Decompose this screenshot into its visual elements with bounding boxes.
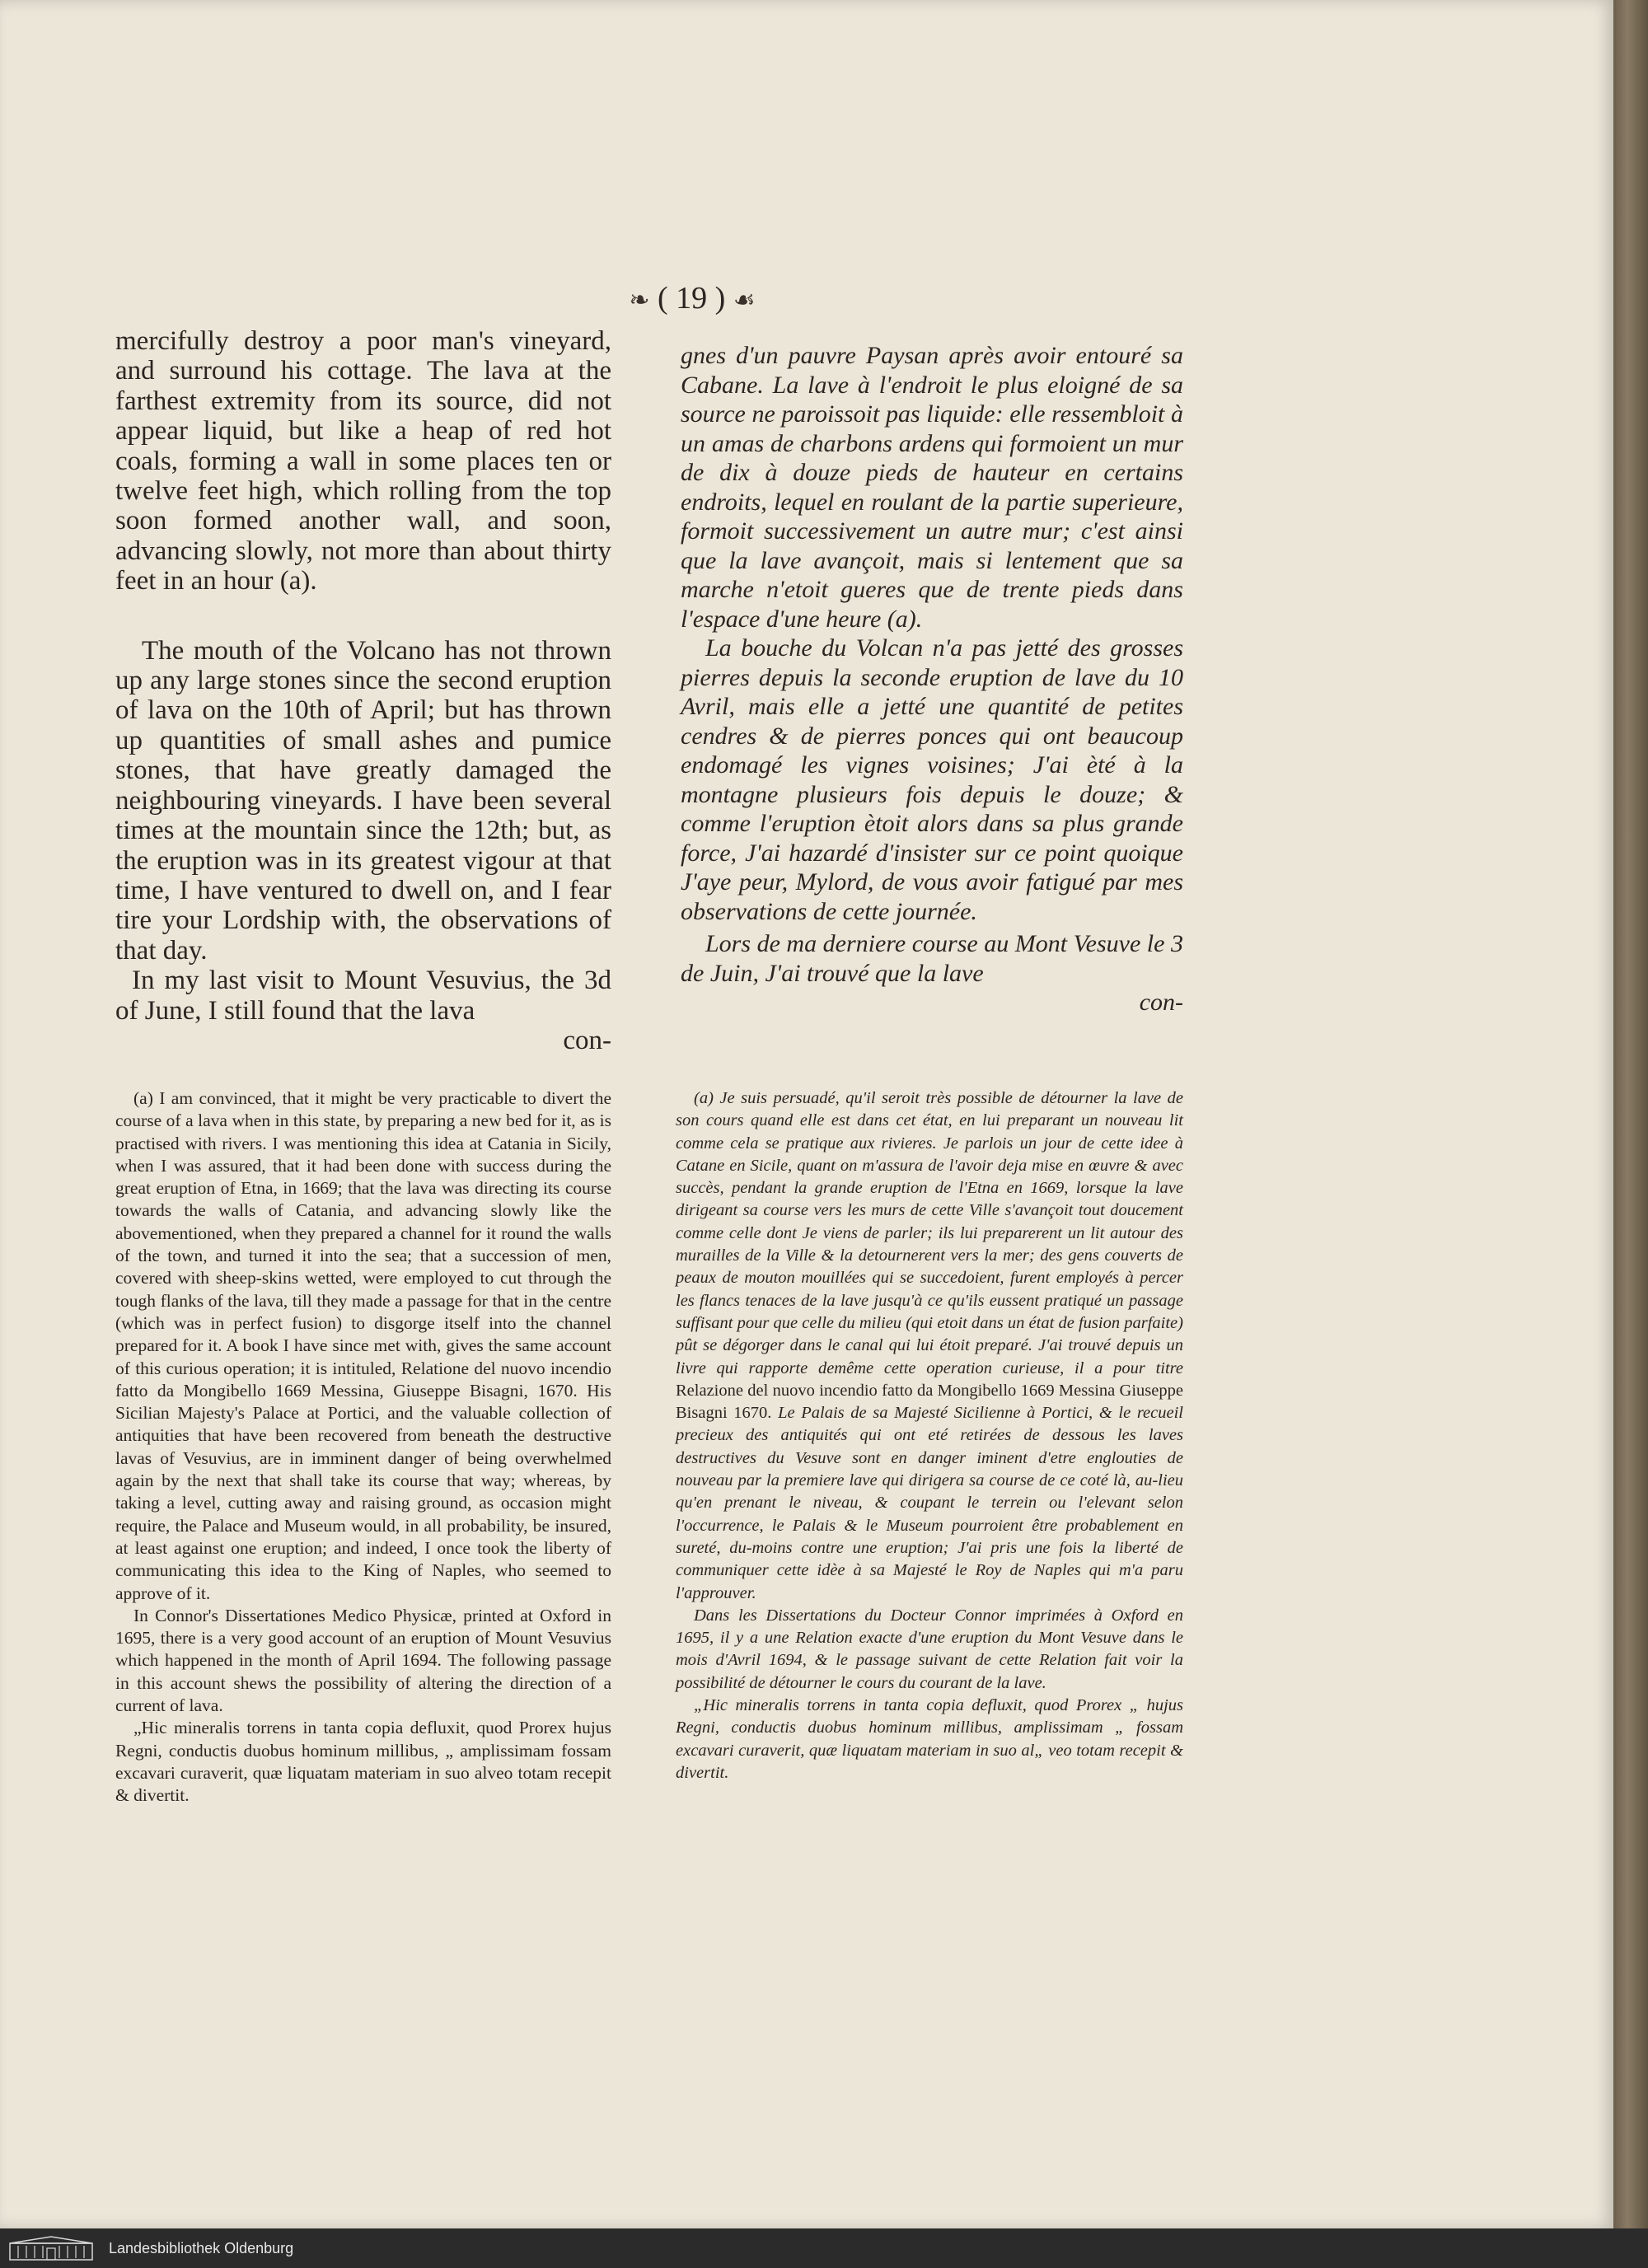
french-paragraph: gnes d'un pauvre Paysan après avoir entouré sa Cabane. La lave à l'endroit le plus eloigné de sa source ne paroissoit pas liquide: elle ressembloit à un amas de charbons ardens qui formoient un mur de dix à douze pieds de hauteur en certains endroits, lequel en roulant de la partie superieure, formoit successivement un autre mur; c'est ainsi que la lave avançoit, mais si lentement que sa marche n'etoit gueres que de trente pieds dans l'espace d'une heure (a). — [681, 342, 1183, 633]
catchword: con- — [1139, 989, 1183, 1016]
french-paragraph: Lors de ma derniere course au Mont Vesuve le 3 de Juin, J'ai trouvé que la lave — [681, 930, 1183, 987]
french-main-text — [681, 341, 1183, 1017]
book-title: Relazione del nuovo incendio fatto da Mongibello 1669 Messina Giuseppe Bisagni 1670. — [676, 1381, 1183, 1423]
footnote-text: (a) Je suis persuadé, qu'il seroit très possible de détourner la lave de son cours quand elle est dans cet état, en lui preparant un nouveau lit comme cela se pratique aux rivieres. Je parlois un jour de cette idee à Catane en Sicile, quant on m'assura de l'avoir deja mise en œuvre & avec succès, pendant la grande eruption de l'Etna en 1669, lorsque la lave dirigeant sa course vers les murs de cette Ville s'avançoit tout doucement comme celle dont Je viens de parler; ils lui preparerent un lit autour des murailles de la Ville & la detournerent vers la mer; des gens couverts de peaux de mouton mouillées qui se succedoient, furent employés à percer les flancs tenaces de la lave jusqu'à ce qu'ils eussent pratiqué un passage suffisant pour que celle du milieu (qui etoit dans un état de fusion parfaite) pût se dégorger dans le canal qui lui étoit preparé. J'ai trouvé depuis un livre qui rapporte demême cette operation curieuse, il a pour titre — [676, 1089, 1183, 1377]
footnote-quote: „Hic mineralis torrens in tanta copia defluxit, quod Prorex hujus Regni, conductis duobus hominum millibus, „ amplissimam fossam excavari curaverit, quæ liquatam materiam in suo alveo totam recepit & divertit. — [115, 1718, 611, 1806]
fleuron-right-icon: ☙ — [733, 287, 756, 314]
footnote-text: Le Palais de sa Majesté Sicilienne à Portici, & le recueil precieux des antiquités qui ont eté retirées de dessous les laves destructives du Vesuve sont en danger iminent d'etre englouties de nouveau par la premiere lave qui dirigera sa course de ce coté là, au-lieu qu'en prenant le niveau, & coupant le terrein ou l'elevant selon l'occurrence, le Palais & le Museum pourroient être probablement en sureté, du-moins contre une eruption; J'ai pris une fois la liberté de communiquer cette idèe à sa Majesté le Roy de Naples qui m'a paru l'approuver. — [676, 1404, 1183, 1602]
french-footnotes — [676, 1087, 1183, 1784]
footnote: In Connor's Dissertationes Medico Physicæ, printed at Oxford in 1695, there is a very good account of an eruption of Mount Vesuvius which happened in the month of April 1694. The following passage in this account shews the possibility of altering the direction of a current of lava. — [115, 1605, 611, 1716]
french-paragraph: La bouche du Volcan n'a pas jetté des grosses pierres depuis la seconde eruption de lave du 10 Avril, mais elle a jetté une quantité de petites cendres & de pierres ponces qui ont beaucoup endomagé les vignes voisines; J'ai èté à la montagne plusieurs fois depuis le douze; & comme l'eruption ètoit alors dans sa plus grande force, J'ai hazardé d'insister sur ce point quoique J'aye peur, Mylord, de vous avoir fatigué par mes observations de cette journée. — [681, 634, 1183, 925]
page-number: ( 19 ) — [657, 281, 726, 316]
footnote — [676, 1087, 1183, 1605]
footnote: Dans les Dissertations du Docteur Connor imprimées à Oxford en 1695, il y a une Relation exacte d'une eruption du Mont Vesuve dans le mois d'Avril 1694, & le passage suivant de cette Relation fait voir la possibilité de détourner le cours du courant de la lave. — [676, 1606, 1183, 1692]
english-paragraph: In my last visit to Mount Vesuvius, the 3d of June, I still found that the lava — [115, 966, 611, 1026]
english-footnotes — [115, 1087, 611, 1807]
library-name[interactable]: Landesbibliothek Oldenburg — [109, 2240, 294, 2256]
catchword: con- — [563, 1025, 611, 1055]
english-paragraph: The mouth of the Volcano has not thrown up any large stones since the second eruption of lava on the 10th of April; but has thrown up quantities of small ashes and pumice stones, that have greatly damaged the neighbouring vineyards. I have been several times at the mountain since the 12th; but, as the eruption was in its greatest vigour at that time, I have ventured to dwell on, and I fear tire your Lordship with, the observations of that day. — [115, 635, 611, 966]
page-edge — [1613, 0, 1648, 2228]
library-building-icon — [8, 2235, 94, 2261]
viewer-footer — [0, 2228, 1648, 2268]
english-main-text — [115, 326, 611, 1055]
footnote: (a) I am convinced, that it might be very practicable to divert the course of a lava when in this state, by preparing a new bed for it, as is practised with rivers. I was mentioning this idea at Catania in Sicily, when I was assured, that it had been done with success during the great eruption of Etna, in 1669; that the lava was directing its course towards the walls of Catania, and advancing slowly like the abovementioned, when they prepared a channel for it round the walls of the town, and turned it into the sea; that a succession of men, covered with sheep-skins wetted, were employed to cut through the tough flanks of the lava, till they made a passage for that in the centre (which was in perfect fusion) to disgorge itself into the channel prepared for it. A book I have since met with, gives the same account of this curious operation; it is intituled, Relatione del nuovo incendio fatto da Mongibello 1669 Messina, Giuseppe Bisagni, 1670. His Sicilian Majesty's Palace at Portici, and the valuable collection of antiquities that have been recovered from beneath the destructive lavas of Vesuvius, are in imminent danger of being overwhelmed again by the next that shall take its course that way; whereas, by taking a level, cutting away and raising ground, as occasion might require, the Palace and Museum would, in all probability, be insured, at least against one eruption; and indeed, I once took the liberty of communicating this idea to the King of Naples, who seemed to approve of it. — [115, 1088, 611, 1603]
footnote-quote: „Hic mineralis torrens in tanta copia defluxit, quod Prorex „ hujus Regni, conductis duobus hominum millibus, amplissimam „ fossam excavari curaverit, quæ liquatam materiam in suo al„ veo totam recepit & divertit. — [676, 1696, 1183, 1782]
fleuron-left-icon: ❧ — [629, 287, 650, 314]
page-header — [610, 280, 775, 316]
english-paragraph: mercifully destroy a poor man's vineyard, and surround his cottage. The lava at the farthest extremity from its source, did not appear liquid, but like a heap of red hot coals, forming a wall in some places ten or twelve feet high, which rolling from the top soon formed another wall, and soon, advancing slowly, not more than about thirty feet in an hour (a). — [115, 326, 611, 596]
